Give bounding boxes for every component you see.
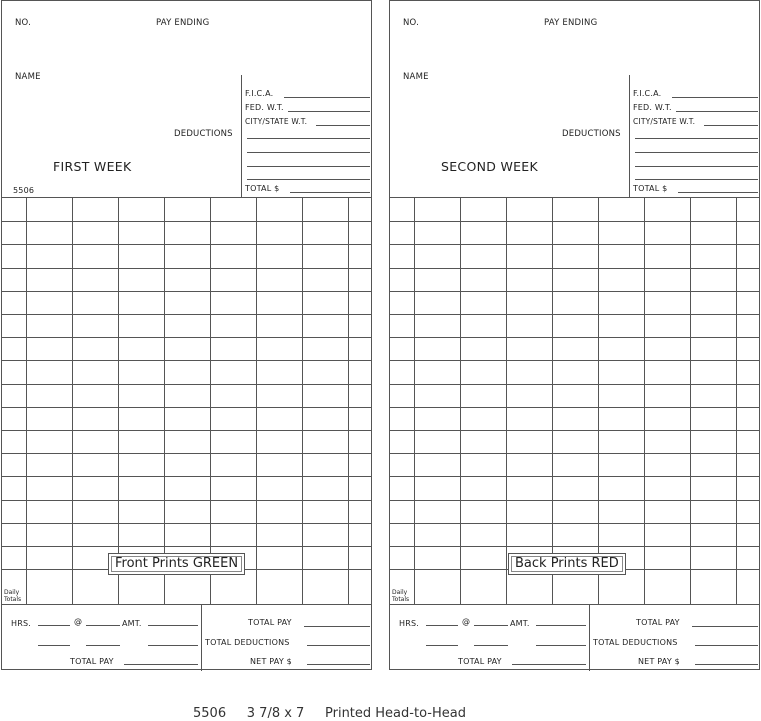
deductions-divider: [629, 75, 630, 197]
total-label: TOTAL $: [633, 184, 668, 193]
grid-column-line: [118, 198, 119, 604]
total-pay-label: TOTAL PAY: [70, 657, 114, 666]
grid-column-line: [460, 198, 461, 604]
rate-line-2: [474, 645, 508, 646]
deduction-line: [247, 152, 370, 153]
deduction-line: [635, 179, 758, 180]
amt-line: [148, 625, 198, 626]
no-label: NO.: [403, 18, 420, 28]
grid-row-line: [2, 221, 371, 222]
deductions-divider: [241, 75, 242, 197]
total-pay-right-label: TOTAL PAY: [636, 618, 680, 627]
fed-wt-label: FED. W.T.: [633, 103, 672, 112]
grid-column-line: [414, 198, 415, 604]
total-pay-line: [124, 664, 198, 665]
time-grid: [390, 197, 759, 605]
caption-printing: Printed Head-to-Head: [325, 706, 466, 721]
rate-line: [86, 625, 120, 626]
deductions-label: DEDUCTIONS: [174, 129, 233, 139]
total-deductions-line: [307, 645, 370, 646]
pay-ending-label: PAY ENDING: [544, 18, 598, 28]
total-pay-right-line: [692, 626, 758, 627]
grid-row-line: [2, 291, 371, 292]
time-card-back: [389, 0, 760, 670]
grid-row-line: [2, 500, 371, 501]
deduction-line: [635, 152, 758, 153]
grid-row-line: [2, 523, 371, 524]
deduction-line: [247, 166, 370, 167]
grid-column-line: [72, 198, 73, 604]
grid-column-line: [690, 198, 691, 604]
grid-column-line: [348, 198, 349, 604]
caption-size: 3 7/8 x 7: [246, 706, 305, 721]
hrs-label: HRS.: [399, 619, 419, 628]
summary-divider: [589, 605, 590, 671]
grid-row-line: [390, 546, 759, 547]
week-title: SECOND WEEK: [441, 159, 539, 174]
grid-row-line: [390, 407, 759, 408]
fica-line: [284, 97, 370, 98]
hrs-line-2: [426, 645, 458, 646]
city-state-wt-label: CITY/STATE W.T.: [633, 117, 696, 126]
amt-line-2: [536, 645, 586, 646]
fica-line: [672, 97, 758, 98]
grid-row-line: [2, 244, 371, 245]
grid-row-line: [2, 337, 371, 338]
deduction-line: [635, 138, 758, 139]
name-label: NAME: [15, 72, 41, 82]
grid-column-line: [256, 198, 257, 604]
amt-line-2: [148, 645, 198, 646]
total-pay-label: TOTAL PAY: [458, 657, 502, 666]
grid-column-line: [552, 198, 553, 604]
net-pay-label: NET PAY $: [250, 657, 292, 666]
daily-totals-label: Daily Totals: [392, 589, 410, 603]
net-pay-label: NET PAY $: [638, 657, 680, 666]
grid-row-line: [2, 268, 371, 269]
summary-divider: [201, 605, 202, 671]
grid-row-line: [2, 407, 371, 408]
city-state-wt-line: [704, 125, 758, 126]
grid-row-line: [2, 546, 371, 547]
grid-row-line: [390, 523, 759, 524]
total-deductions-label: TOTAL DEDUCTIONS: [205, 638, 290, 647]
rate-line-2: [86, 645, 120, 646]
grid-row-line: [2, 314, 371, 315]
pay-ending-label: PAY ENDING: [156, 18, 210, 28]
total-label: TOTAL $: [245, 184, 280, 193]
grid-row-line: [2, 360, 371, 361]
grid-column-line: [26, 198, 27, 604]
fed-wt-label: FED. W.T.: [245, 103, 284, 112]
grid-column-line: [644, 198, 645, 604]
grid-row-line: [390, 291, 759, 292]
week-title: FIRST WEEK: [53, 159, 132, 174]
at-label: @: [74, 617, 83, 626]
grid-row-line: [390, 476, 759, 477]
grid-row-line: [390, 221, 759, 222]
grid-row-line: [390, 314, 759, 315]
total-pay-line: [512, 664, 586, 665]
grid-row-line: [2, 384, 371, 385]
amt-label: AMT.: [122, 619, 142, 628]
deductions-label: DEDUCTIONS: [562, 129, 621, 139]
total-line: [290, 192, 370, 193]
net-pay-line: [307, 664, 370, 665]
deduction-line: [247, 138, 370, 139]
fed-wt-line: [288, 111, 370, 112]
amt-label: AMT.: [510, 619, 530, 628]
grid-column-line: [210, 198, 211, 604]
at-label: @: [462, 617, 471, 626]
grid-column-line: [302, 198, 303, 604]
rate-line: [474, 625, 508, 626]
grid-column-line: [598, 198, 599, 604]
front-prints-stamp: Front Prints GREEN: [108, 553, 245, 575]
grid-row-line: [390, 337, 759, 338]
daily-totals-label: Daily Totals: [4, 589, 22, 603]
form-caption: [193, 706, 466, 721]
city-state-wt-line: [316, 125, 370, 126]
total-pay-right-label: TOTAL PAY: [248, 618, 292, 627]
grid-row-line: [2, 430, 371, 431]
hrs-line: [426, 625, 458, 626]
grid-column-line: [736, 198, 737, 604]
net-pay-line: [695, 664, 758, 665]
fica-label: F.I.C.A.: [633, 89, 662, 98]
no-label: NO.: [15, 18, 32, 28]
grid-row-line: [2, 453, 371, 454]
time-grid: [2, 197, 371, 605]
time-card-front: [1, 0, 372, 670]
grid-row-line: [390, 453, 759, 454]
grid-row-line: [390, 268, 759, 269]
grid-row-line: [390, 360, 759, 361]
deduction-line: [247, 179, 370, 180]
hrs-label: HRS.: [11, 619, 31, 628]
grid-column-line: [506, 198, 507, 604]
hrs-line-2: [38, 645, 70, 646]
total-deductions-label: TOTAL DEDUCTIONS: [593, 638, 678, 647]
grid-row-line: [390, 244, 759, 245]
form-number: 5506: [13, 186, 35, 195]
city-state-wt-label: CITY/STATE W.T.: [245, 117, 308, 126]
hrs-line: [38, 625, 70, 626]
fica-label: F.I.C.A.: [245, 89, 274, 98]
grid-row-line: [2, 476, 371, 477]
back-prints-stamp: Back Prints RED: [508, 553, 626, 575]
grid-row-line: [390, 500, 759, 501]
grid-row-line: [390, 384, 759, 385]
amt-line: [536, 625, 586, 626]
total-pay-right-line: [304, 626, 370, 627]
grid-column-line: [164, 198, 165, 604]
caption-form-number: 5506: [193, 706, 227, 721]
total-deductions-line: [695, 645, 758, 646]
fed-wt-line: [676, 111, 758, 112]
deduction-line: [635, 166, 758, 167]
name-label: NAME: [403, 72, 429, 82]
total-line: [678, 192, 758, 193]
grid-row-line: [390, 430, 759, 431]
